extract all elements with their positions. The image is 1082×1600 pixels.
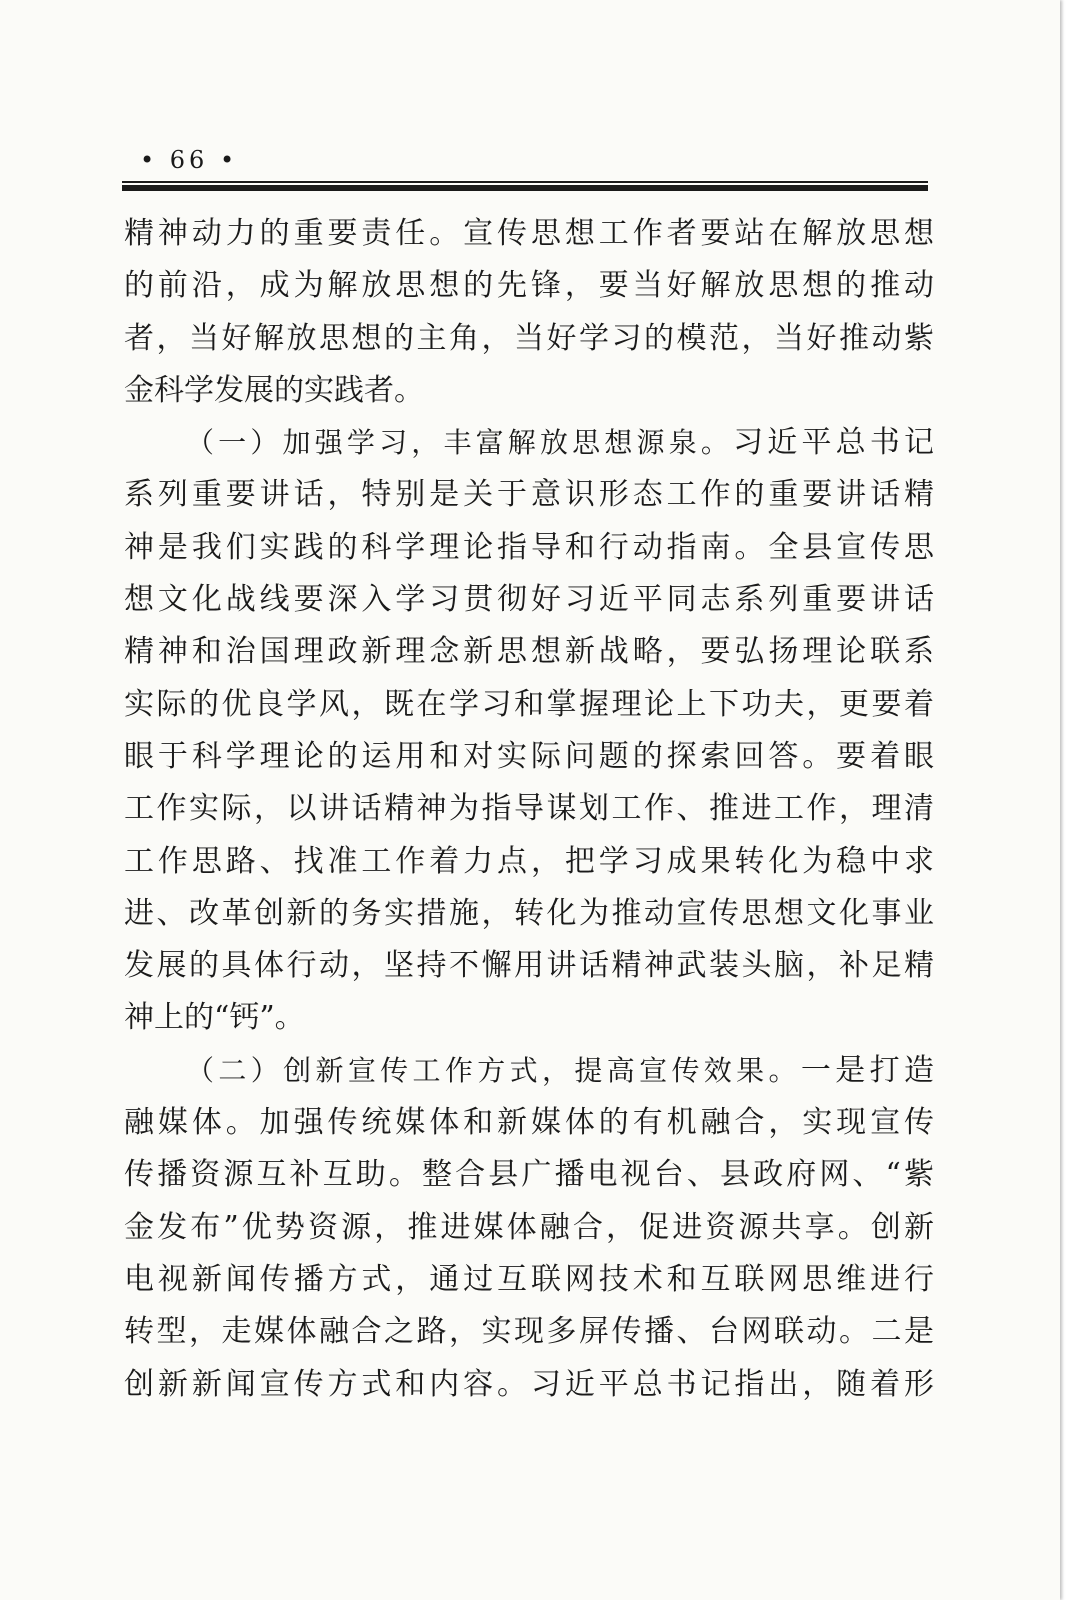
text-line: 精神和治国理政新理念新思想新战略，要弘扬理论联系 [124, 634, 934, 670]
text-line: 传播资源互补互助。整合县广播电视台、县政府网、“紫 [124, 1157, 934, 1193]
text-line: 融媒体。加强传统媒体和新媒体的有机融合，实现宣传 [124, 1105, 934, 1141]
header-rule-thin [122, 181, 928, 183]
text-line: 创新新闻宣传方式和内容。习近平总书记指出，随着形 [124, 1366, 934, 1402]
text-line: 发展的具体行动，坚持不懈用讲话精神武装头脑，补足精 [124, 948, 934, 984]
text-run: 一是打造 [800, 1052, 934, 1088]
text-line: 神上的“钙”。 [124, 1000, 305, 1036]
text-line: 工作实际，以讲话精神为指导谋划工作、推进工作，理清 [124, 791, 934, 827]
paragraph-first-line [124, 417, 934, 469]
text-line: 进、改革创新的务实措施，转化为推动宣传思想文化事业 [124, 895, 934, 931]
text-line: 精神动力的重要责任。宣传思想工作者要站在解放思想 [124, 216, 934, 251]
text-line: 者，当好解放思想的主角，当好学习的模范，当好推动紫 [124, 320, 934, 356]
text-line: 转型，走媒体融合之路，实现多屏传播、台网联动。二是 [124, 1314, 934, 1350]
body-text [124, 208, 934, 1411]
text-line: 的前沿，成为解放思想的先锋，要当好解放思想的推动 [124, 268, 934, 304]
text-line: 电视新闻传播方式，通过互联网技术和互联网思维进行 [124, 1261, 934, 1297]
text-line: 眼于科学理论的运用和对实际问题的探索回答。要着眼 [124, 738, 934, 774]
text-line: 实际的优良学风，既在学习和掌握理论上下功夫，更要着 [124, 686, 934, 722]
text-line: 神是我们实践的科学理论指导和行动指南。全县宣传思 [124, 529, 934, 565]
text-line: 想文化战线要深入学习贯彻好习近平同志系列重要讲话 [124, 582, 934, 618]
text-line: 系列重要讲话，特别是关于意识形态工作的重要讲话精 [124, 477, 934, 513]
text-line: 工作思路、找准工作着力点，把学习成果转化为稳中求 [124, 843, 934, 879]
text-line: 金发布”优势资源，推进媒体融合，促进资源共享。创新 [124, 1209, 934, 1245]
page-number: • 66 • [140, 146, 239, 174]
paragraph-first-line [124, 1045, 934, 1097]
section-heading: （一）加强学习，丰富解放思想源泉。 [186, 426, 734, 460]
text-run: 习近平总书记 [733, 425, 934, 461]
header-rule-thick [122, 185, 928, 191]
section-heading: （二）创新宣传工作方式，提高宣传效果。 [186, 1053, 801, 1087]
text-line: 金科学发展的实践者。 [124, 372, 424, 408]
